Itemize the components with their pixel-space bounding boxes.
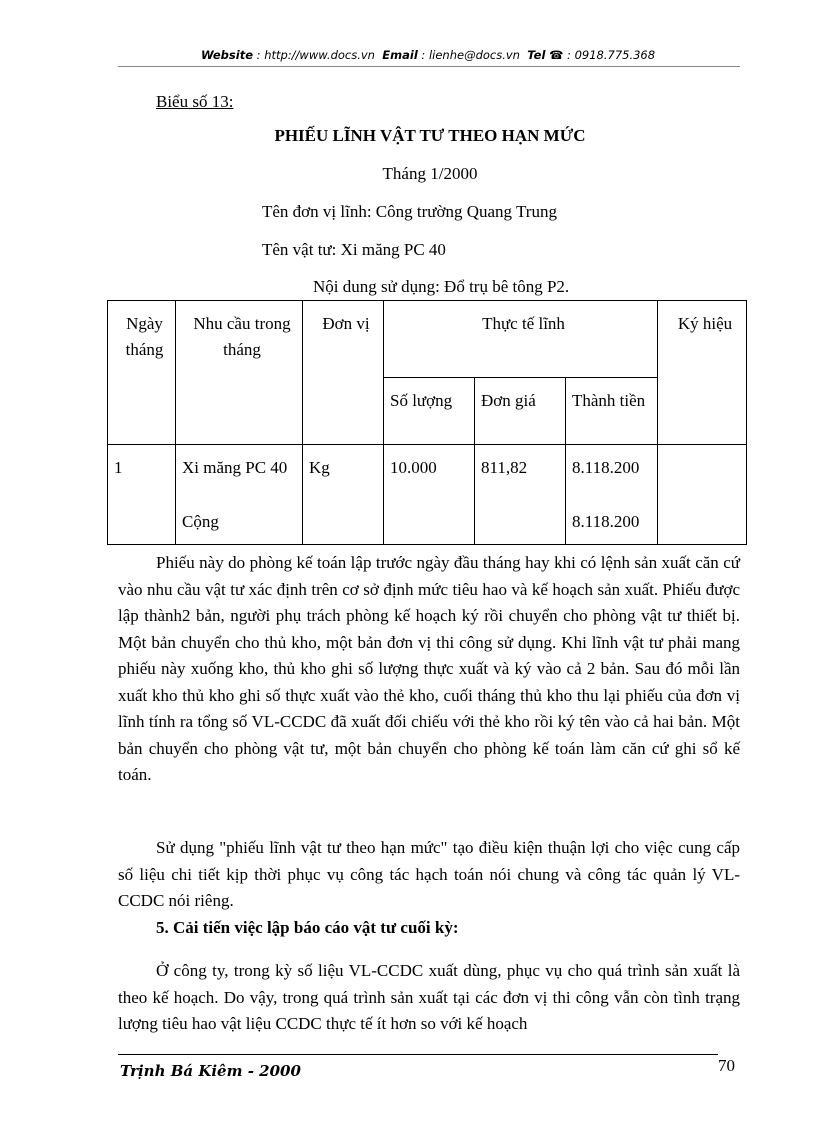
footer-author: Trịnh Bá Kiêm - 2000 [120, 1062, 301, 1080]
phone-icon: ☎ [549, 48, 564, 62]
table-total-row [108, 505, 747, 545]
total-amount: 8.118.200 [566, 505, 658, 545]
header-amount: Thành tiền [566, 378, 658, 445]
header-price: Đơn giá [475, 378, 566, 445]
table-row [108, 445, 747, 505]
row-unit: Kg [303, 445, 384, 505]
row-amount: 8.118.200 [566, 445, 658, 505]
row-sign [658, 445, 747, 505]
requisition-table [107, 300, 747, 545]
footer-divider [118, 1054, 718, 1055]
row-date: 1 [108, 445, 176, 505]
total-price [475, 505, 566, 545]
total-sign [658, 505, 747, 545]
paragraph-2: Sử dụng "phiếu lĩnh vật tư theo hạn mức" tạo điều kiện thuận lợi cho việc cung cấp số liệu chi tiết kịp thời phục vụ công tác hạch toán nói chung và công tác quản lý VL-CCDC nói riêng. [118, 838, 740, 910]
header-need: Nhu cầu trong tháng [176, 301, 303, 445]
paragraph-3: Ở công ty, trong kỳ số liệu VL-CCDC xuất dùng, phục vụ cho quá trình sản xuất là theo kế hoạch. Do vậy, trong quá trình sản xuất tại các đơn vị thi công vẫn còn tình trạng lượng tiêu hao vật liệu CCDC thực tế ít hơn so với kế hoạch [118, 961, 740, 1033]
unit-line: Tên đơn vị lĩnh: Công trường Quang Trung [262, 202, 557, 221]
paragraph-1: Phiếu này do phòng kế toán lập trước ngày đầu tháng hay khi có lệnh sản xuất căn cứ vào nhu cầu vật tư xác định trên cơ sở định mức tiêu hao và kế hoạch sản xuất. Phiếu được lập thành2 bản, người phụ trách phòng kế hoạch ký rồi chuyển cho phòng vật tư thiết bị. Một bản chuyển cho thủ kho, một bản đơn vị thi công sử dụng. Khi lĩnh vật tư phải mang phiếu này xuống kho, thủ kho ghi số lượng thực xuất và ký vào cả 2 bản. Sau đó mỗi lần xuất kho thủ kho ghi số thực xuất vào thẻ kho, cuối tháng thủ kho thu lại phiếu của đơn vị lĩnh tính ra tổng số VL-CCDC đã xuất đối chiếu với thẻ kho rồi ký tên vào cả hai bản. Một bản chuyển cho phòng vật tư, một bản chuyển cho phòng kế toán làm căn cứ ghi sổ kế toán. [118, 553, 740, 784]
total-date [108, 505, 176, 545]
section-heading: 5. Cải tiến việc lập báo cáo vật tư cuối kỳ: [156, 918, 459, 937]
usage-line: Nội dung sử dụng: Đổ trụ bê tông P2. [313, 277, 570, 296]
material-line: Tên vật tư: Xi măng PC 40 [262, 240, 446, 259]
header-quantity: Số lượng [384, 378, 475, 445]
form-label: Biểu số 13: [156, 92, 234, 111]
email-label: Email [382, 48, 418, 62]
total-label: Cộng [176, 505, 303, 545]
row-need: Xi măng PC 40 [176, 445, 303, 505]
website-label: Website [200, 48, 254, 62]
page-number: 70 [718, 1056, 735, 1075]
header-divider [118, 66, 740, 67]
form-title: PHIẾU LĨNH VẬT TƯ THEO HẠN MỨC [274, 126, 586, 145]
email-value[interactable]: : lienhe@docs.vn [421, 48, 520, 62]
tel-value: : 0918.775.368 [567, 48, 656, 62]
page-header [118, 48, 738, 62]
header-date: Ngày tháng [108, 301, 176, 445]
table-header-row [108, 301, 747, 378]
header-actual: Thực tế lĩnh [384, 301, 658, 378]
total-unit [303, 505, 384, 545]
header-sign: Ký hiệu [658, 301, 747, 445]
row-quantity: 10.000 [384, 445, 475, 505]
total-quantity [384, 505, 475, 545]
header-unit: Đơn vị [303, 301, 384, 445]
website-value[interactable]: : http://www.docs.vn [256, 48, 375, 62]
form-month: Tháng 1/2000 [382, 164, 478, 183]
tel-label: Tel [527, 48, 546, 62]
row-price: 811,82 [475, 445, 566, 505]
